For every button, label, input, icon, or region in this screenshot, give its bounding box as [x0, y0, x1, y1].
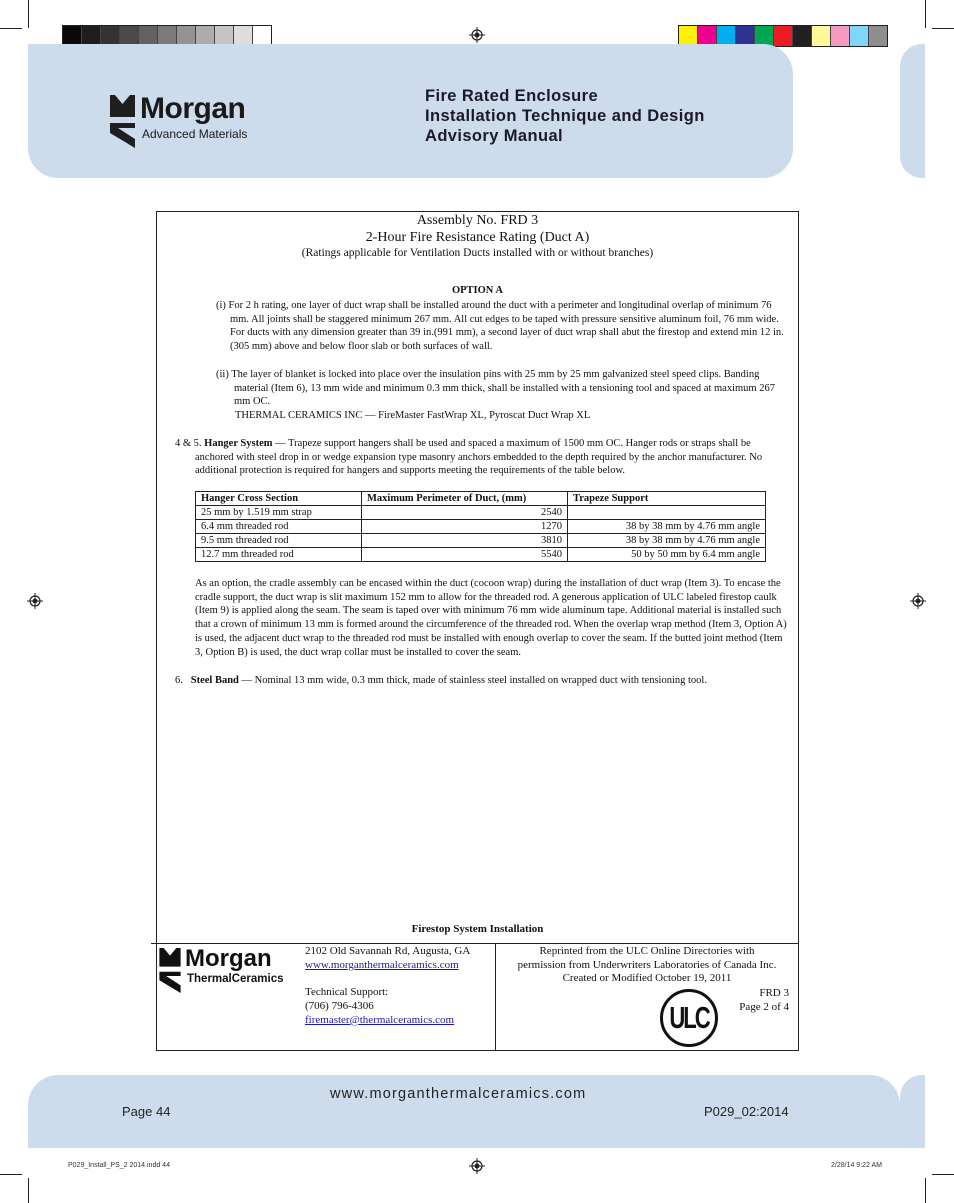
color-swatch [812, 26, 831, 46]
page-number: Page 44 [122, 1104, 171, 1119]
crop-mark [28, 1178, 29, 1203]
column-header: Maximum Perimeter of Duct, (mm) [362, 492, 568, 506]
ulc-mark-icon [660, 989, 718, 1047]
color-swatch [717, 26, 736, 46]
assembly-number: Assembly No. FRD 3 [416, 213, 539, 228]
option-item-ii: (ii) The layer of blanket is locked into place over the insulation pins with 25 mm by 25 mm galvanized steel speed clips. Banding material (Item 6), 13 mm wide and minimum 0.3 mm thick, shall be installed with a tensioning tool and spaced at maximum 267 mm OC. [216, 369, 775, 408]
page-of-pages: Page 2 of 4 [739, 1000, 789, 1013]
slug-filename: P029_Install_PS_2 2014.indd 44 [68, 1162, 170, 1169]
table-cell: 6.4 mm threaded rod [196, 520, 362, 534]
color-swatch [698, 26, 717, 46]
table-cell: 25 mm by 1.519 mm strap [196, 506, 362, 520]
hanger-prefix: 4 & 5. [175, 438, 202, 449]
title-line: Advisory Manual [425, 127, 564, 145]
table-row [196, 520, 766, 534]
footer-divider [151, 943, 798, 944]
color-swatch [215, 26, 234, 46]
color-swatch [253, 26, 271, 46]
reprint-line: permission from Underwriters Laboratories of Canada Inc. [517, 958, 777, 971]
footer-band-edge [900, 1075, 925, 1148]
color-swatch [755, 26, 774, 46]
hanger-system-paragraph [175, 437, 783, 478]
reprint-notice [497, 945, 797, 986]
color-swatch [177, 26, 196, 46]
table-row [196, 506, 766, 520]
table-row [196, 534, 766, 548]
table-header-row [196, 492, 766, 506]
morgan-logo-mark-icon [110, 95, 135, 148]
color-swatch [158, 26, 177, 46]
footer-url: www.morganthermalceramics.com [330, 1086, 587, 1102]
phone-number: (706) 796-4306 [305, 1000, 374, 1013]
footer-column-divider [495, 943, 496, 1050]
crop-mark [932, 1174, 954, 1175]
crop-mark [925, 0, 926, 28]
color-swatch [793, 26, 812, 46]
crop-mark [0, 1174, 22, 1175]
rating-title: 2-Hour Fire Resistance Rating (Duct A) [365, 230, 590, 245]
table-cell: 12.7 mm threaded rod [196, 548, 362, 562]
table-cell: 3810 [362, 534, 568, 548]
ulc-mark-text: ULC [669, 999, 709, 1035]
slug-timestamp: 2/28/14 9:22 AM [831, 1162, 882, 1169]
title-line: Installation Technique and Design [425, 107, 705, 125]
ratings-note: (Ratings applicable for Ventilation Ducts installed with or without branches) [301, 247, 654, 259]
hanger-text: — Trapeze support hangers shall be used and spaced a maximum of 1500 mm OC. Hanger rods or straps shall be anchored with steel drop in or wedge expansion type masonry anchors embedded to the depth required by the anchor manufacturer. No additional protection is required for hangers and supports meeting the requirements of the table below. [195, 438, 763, 477]
tech-support-label: Technical Support: [305, 986, 389, 999]
listing-id [717, 987, 789, 1014]
color-swatch [679, 26, 698, 46]
firestop-installation-title: Firestop System Installation [411, 923, 544, 935]
color-swatch [850, 26, 869, 46]
contact-block [305, 945, 495, 1028]
hanger-heading: Hanger System [204, 438, 273, 449]
assembly-document [156, 211, 799, 1051]
header-band-edge [900, 44, 925, 178]
footer-brand-name: Morgan [185, 945, 272, 972]
reprint-line: Reprinted from the ULC Online Directories with [539, 945, 755, 957]
crop-mark [925, 1178, 926, 1203]
brand-subtitle: Advanced Materials [142, 127, 248, 141]
table-cell: 1270 [362, 520, 568, 534]
steel-heading: Steel Band [190, 675, 239, 686]
color-swatch [774, 26, 793, 46]
registration-mark-icon [469, 1158, 485, 1174]
color-swatch [101, 26, 120, 46]
crop-mark [28, 0, 29, 28]
morgan-thermal-logo [159, 945, 304, 994]
crop-mark [0, 28, 22, 29]
option-products: THERMAL CERAMICS INC — FireMaster FastWrap XL, Pyroscat Duct Wrap XL [235, 410, 591, 421]
morgan-logo [110, 92, 300, 149]
manual-title [425, 86, 705, 146]
footer-brand-subtitle: ThermalCeramics [187, 973, 284, 985]
column-header: Hanger Cross Section [196, 492, 362, 506]
color-swatch [196, 26, 215, 46]
reprint-line: Created or Modified October 19, 2011 [562, 972, 732, 985]
registration-mark-icon [910, 593, 926, 609]
table-cell: 38 by 38 mm by 4.76 mm angle [568, 534, 766, 548]
color-swatch [831, 26, 850, 46]
color-swatch [234, 26, 253, 46]
website-link[interactable]: www.morganthermalceramics.com [305, 958, 459, 971]
column-header: Trapeze Support [568, 492, 766, 506]
hanger-table [195, 491, 766, 562]
morgan-logo-mark-icon [159, 948, 181, 993]
table-cell: 38 by 38 mm by 4.76 mm angle [568, 520, 766, 534]
color-swatch [120, 26, 139, 46]
color-swatch [63, 26, 82, 46]
table-cell: 50 by 50 mm by 6.4 mm angle [568, 548, 766, 562]
frd-number: FRD 3 [759, 987, 789, 999]
color-swatch [82, 26, 101, 46]
table-cell: 2540 [362, 506, 568, 520]
document-code: P029_02:2014 [704, 1104, 789, 1119]
steel-prefix: 6. [175, 675, 183, 686]
registration-mark-icon [27, 593, 43, 609]
color-swatch [139, 26, 158, 46]
brand-name: Morgan [140, 92, 246, 125]
option-item-i: (i) For 2 h rating, one layer of duct wrap shall be installed around the duct with a perimeter and longitudinal overlap of minimum 76 mm. All joints shall be staggered minimum 267 mm. All cut edges to be taped with pressure sensitive aluminum foil, 76 mm wide. For ducts with any dimension greater than 39 in.(991 mm), a second layer of duct wrap shall abut the firestop and extend min 12 in. (305 mm) above and below floor slab or both surfaces of wall. [216, 300, 784, 353]
registration-mark-icon [469, 27, 485, 43]
email-link[interactable]: firemaster@thermalceramics.com [305, 1013, 455, 1026]
table-cell [568, 506, 766, 520]
option-heading: OPTION A [451, 285, 504, 296]
steel-band-paragraph [175, 674, 795, 688]
crop-mark [932, 28, 954, 29]
table-row [196, 548, 766, 562]
steel-text: — Nominal 13 mm wide, 0.3 mm thick, made of stainless steel installed on wrapped duct with tensioning tool. [238, 675, 707, 686]
color-swatch [869, 26, 887, 46]
table-cell: 9.5 mm threaded rod [196, 534, 362, 548]
color-swatch [736, 26, 755, 46]
cocoon-wrap-paragraph: As an option, the cradle assembly can be encased within the duct (cocoon wrap) during the installation of duct wrap (Item 3). To encase the cradle support, the duct wrap is slit maximum 152 mm to allow for the threaded rod. A generous application of ULC labeled firestop caulk (Item 9) is applied along the seam. The seam is taped over with minimum 76 mm wide aluminum tape. Additional material is installed such that a crown of minimum 13 mm is formed around the circumference of the threaded rod. When the overlap wrap method (Item 3, Option A) is used, the adjacent duct wrap to the threaded rod must be installed with enough overlap to cover the seam. If the butted joint method (Item 3, Option B) is used, the duct wrap collar must be installed to cover the seam. [195, 578, 787, 658]
title-line: Fire Rated Enclosure [425, 87, 599, 105]
address: 2102 Old Savannah Rd, Augusta, GA [305, 945, 471, 957]
table-cell: 5540 [362, 548, 568, 562]
